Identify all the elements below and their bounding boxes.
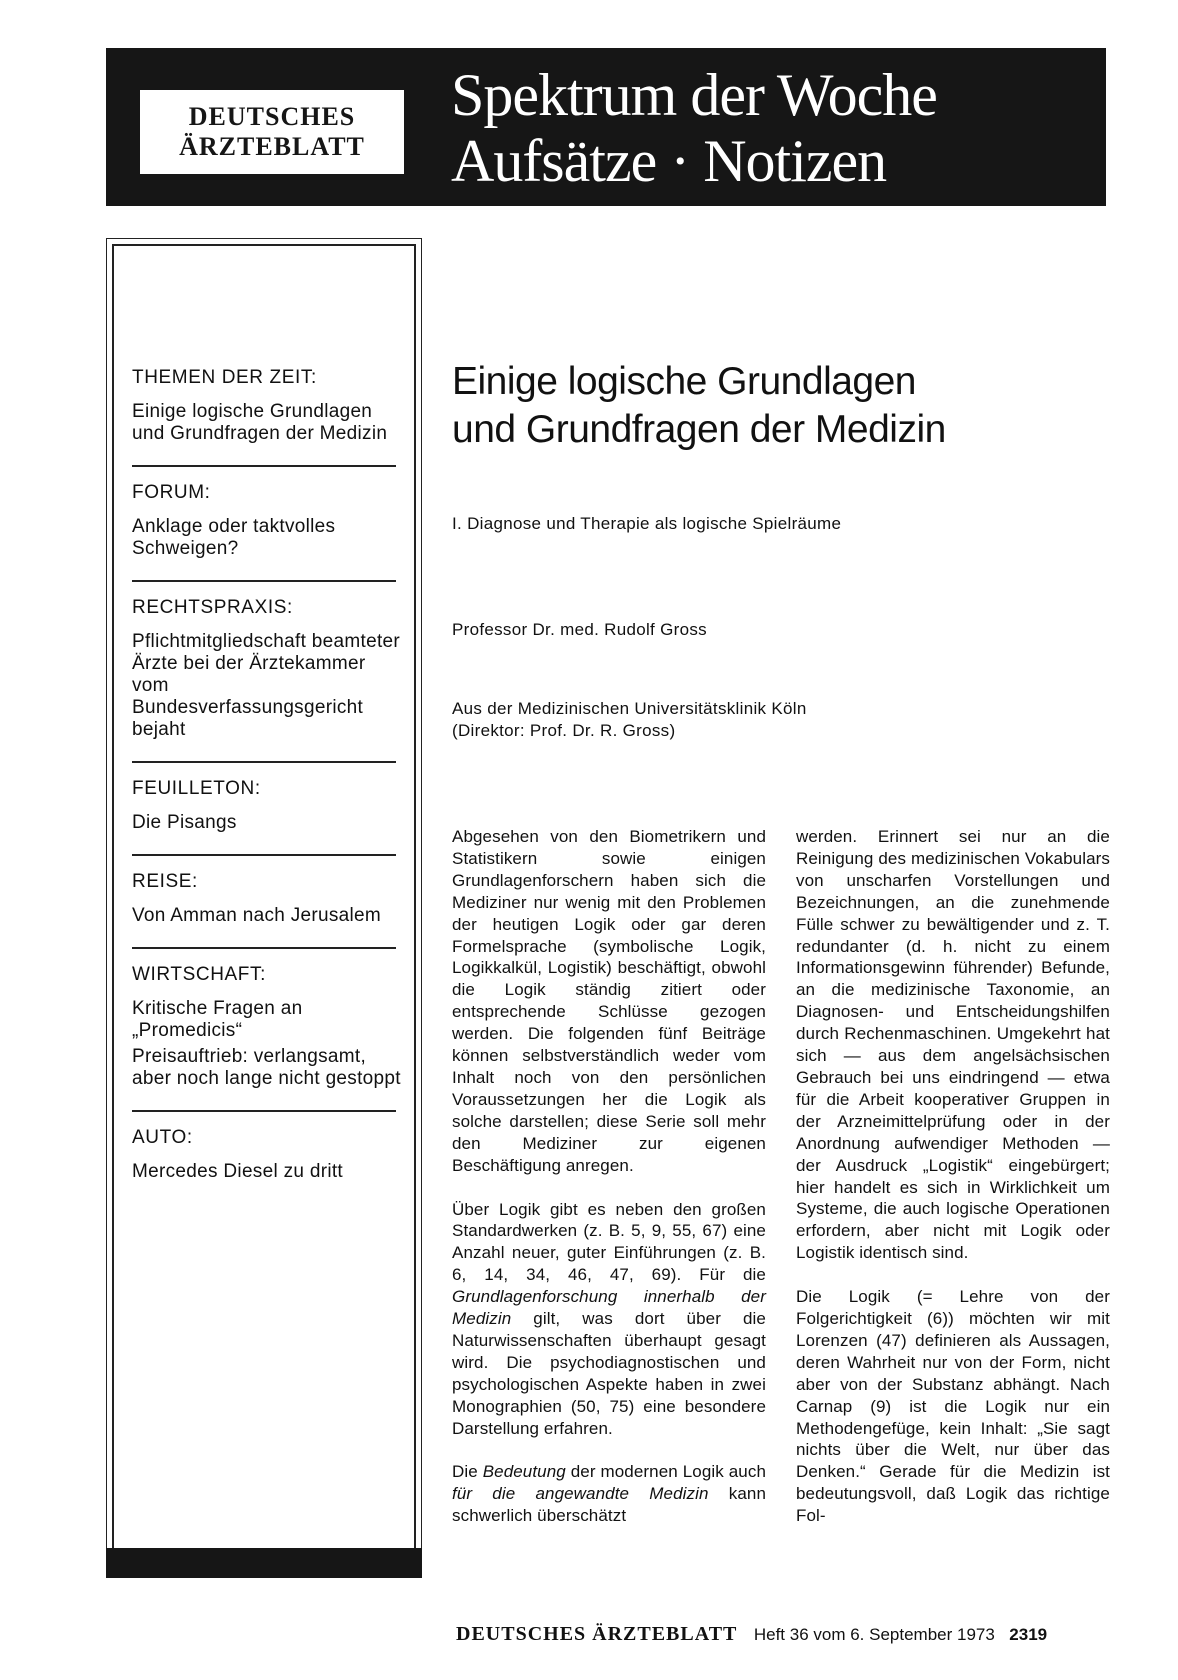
page-footer xyxy=(456,1623,1116,1646)
paragraph: werden. Erinnert sei nur an die Reinigung des medizinischen Vokabulars von unscharfen Vorstellungen und Bezeichnungen, an die zunehmende Fülle schwer zu bewältigender und z. T. redundanter (d. h. nicht zu einem Informationsgewinn führender) Befunde, an die medizinische Taxonomie, an Diagnosen- und Entscheidungshilfen durch Rechenmaschinen. Umgekehrt hat sich — aus dem angelsächsischen Gebrauch bei uns eindringend — etwa für die Arbeit kooperativer Gruppen in der Arzneimittelprüfung oder in der Anordnung aufwendiger Methoden — der Ausdruck „Logistik“ eingebürgert; hier handelt es sich in Wirklichkeit um Systeme, die auch logische Operationen erfordern, aber nicht mit Logik oder Logistik identisch sind. xyxy=(796,827,1110,1263)
toc-entry: Pflichtmitgliedschaft beamteter Ärzte bei der Ärztekammer vom Bundesverfassungsgericht bejaht xyxy=(132,631,401,740)
page-number: 2319 xyxy=(1009,1625,1048,1644)
article-title xyxy=(452,358,1092,454)
toc-section xyxy=(132,777,402,834)
toc-section xyxy=(132,596,402,741)
toc-heading: FORUM: xyxy=(132,482,211,503)
toc-entry: Anklage oder taktvolles Schweigen? xyxy=(132,516,336,559)
emphasis-text: für die angewandte Medizin xyxy=(452,1484,709,1504)
article-title-line-1: Einige logische Grundlagen xyxy=(452,360,916,403)
toc-heading: FEUILLETON: xyxy=(132,778,261,799)
article-affiliation xyxy=(452,698,807,742)
toc-section xyxy=(132,1126,402,1183)
toc-entry: Einige logische Grundlagen und Grundfragen der Medizin xyxy=(132,401,388,444)
toc-divider xyxy=(132,761,396,763)
article-author: Professor Dr. med. Rudolf Gross xyxy=(452,620,707,639)
table-of-contents xyxy=(132,366,402,1187)
article-title-line-2: und Grundfragen der Medizin xyxy=(452,408,946,451)
emphasis-text: Grundlagenforschung innerhalb der Medizin xyxy=(452,1287,766,1329)
paragraph-text: gilt, was dort über die Naturwissenschaften überhaupt gesagt wird. Die psychodiagnostischen und psychologischen Aspekte haben in zwei Monographien (50, 75) eine besondere Darstellung erfahren. xyxy=(452,1309,766,1438)
body-column-2 xyxy=(796,826,1110,1549)
emphasis-text: Bedeutung xyxy=(482,1462,566,1482)
toc-divider xyxy=(132,854,396,856)
sidebar-bottom-bar xyxy=(106,1548,422,1578)
affiliation-line-2: (Direktor: Prof. Dr. R. Gross) xyxy=(452,721,676,740)
article-subtitle: I. Diagnose und Therapie als logische Spielräume xyxy=(452,514,842,533)
toc-heading: AUTO: xyxy=(132,1127,193,1148)
logo-line-2: ÄRZTEBLATT xyxy=(179,132,365,161)
paragraph-text: Die xyxy=(452,1462,483,1482)
toc-section xyxy=(132,481,402,560)
paragraph-text: Über Logik gibt es neben den großen Standardwerken (z. B. 5, 9, 55, 67) eine Anzahl neuer, guter Einführungen (z. B. 6, 14, 34, 46, 47, 69). Für die xyxy=(452,1199,766,1285)
toc-section xyxy=(132,870,402,927)
logo-line-1: DEUTSCHES xyxy=(188,102,356,131)
toc-section xyxy=(132,963,402,1090)
toc-divider xyxy=(132,465,396,467)
toc-entry: Kritische Fragen an „Promedicis“ xyxy=(132,998,303,1041)
paragraph-text: der modernen Logik auch xyxy=(565,1462,767,1482)
toc-entry: Die Pisangs xyxy=(132,812,237,833)
toc-heading: WIRTSCHAFT: xyxy=(132,964,266,985)
toc-divider xyxy=(132,580,396,582)
section-title-line-1: Spektrum der Woche xyxy=(451,62,937,128)
toc-heading: THEMEN DER ZEIT: xyxy=(132,367,317,388)
paragraph xyxy=(452,1461,766,1527)
masthead xyxy=(106,48,1106,206)
toc-entry: Von Amman nach Jerusalem xyxy=(132,905,382,926)
toc-section xyxy=(132,366,402,445)
footer-journal-name: DEUTSCHES ÄRZTEBLATT xyxy=(456,1623,738,1645)
section-title xyxy=(451,62,937,194)
section-title-line-2: Aufsätze · Notizen xyxy=(451,128,887,194)
toc-entry: Mercedes Diesel zu dritt xyxy=(132,1161,343,1182)
affiliation-line-1: Aus der Medizinischen Universitätsklinik Köln xyxy=(452,699,807,718)
body-column-1 xyxy=(452,826,766,1549)
paragraph xyxy=(452,1199,766,1440)
toc-entry: Preisauftrieb: verlangsamt, aber noch lange nicht gestoppt xyxy=(132,1046,401,1089)
toc-divider xyxy=(132,1110,396,1112)
footer-issue-info: Heft 36 vom 6. September 1973 xyxy=(753,1625,995,1644)
journal-logo xyxy=(138,88,406,176)
toc-heading: RECHTSPRAXIS: xyxy=(132,597,293,618)
paragraph-text: kann schwerlich überschätzt xyxy=(452,1484,766,1526)
paragraph: Die Logik (= Lehre von der Folgerichtigkeit (6)) möchten wir mit Lorenzen (47) definieren als Aussagen, deren Wahrheit nur von der Form, nicht aber von der Substanz abhängt. Nach Carnap (9) ist die Logik nur ein Methodengefüge, kein Inhalt: „Sie sagt nichts über die Welt, nur über das Denken.“ Gerade für die Medizin ist bedeutungsvoll, daß Logik das richtige Fol- xyxy=(796,1287,1110,1526)
toc-divider xyxy=(132,947,396,949)
toc-heading: REISE: xyxy=(132,871,198,892)
paragraph: Abgesehen von den Biometrikern und Statistikern sowie einigen Grundlagenforschern haben sich die Mediziner nur wenig mit den Problemen der heutigen Logik oder gar deren Formelsprache (symbolische Logik, Logikkalkül, Logistik) beschäftigt, obwohl die Logik ständig zitiert oder entsprechende Schlüsse gezogen werden. Die folgenden fünf Beiträge können selbstverständlich weder vom Inhalt noch von den persönlichen Voraussetzungen her die Logik als solche darstellen; diese Serie soll mehr den Mediziner zur eigenen Beschäftigung anregen. xyxy=(452,827,766,1175)
